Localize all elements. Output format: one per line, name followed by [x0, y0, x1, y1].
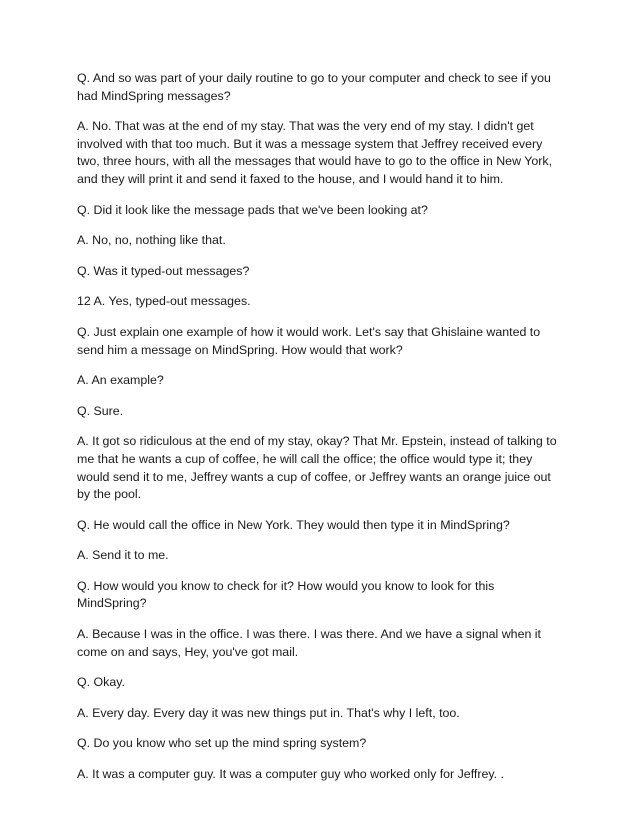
- paragraph-a1: A. No. That was at the end of my stay. That was the very end of my stay. I didn't get involved with that too much. But it was a message system that Jeffrey received every two, three hours, with all the messages that would have to go to the office in New York, and they will print it and send it faxed to the house, and I would hand it to him.: [77, 119, 553, 186]
- paragraph-q2: Q. Did it look like the message pads that we've been looking at?: [77, 202, 428, 217]
- paragraph-a8: A. Every day. Every day it was new things put in. That's why I left, too.: [77, 705, 460, 720]
- paragraph-q3: Q. Was it typed-out messages?: [77, 263, 250, 278]
- paragraph-a7: A. Because I was in the office. I was there. I was there. And we have a signal when it come on and says, Hey, you've got mail.: [77, 627, 541, 659]
- paragraph-q6: Q. He would call the office in New York. They would then type it in MindSpring?: [77, 517, 510, 532]
- paragraph-a4: A. An example?: [77, 373, 164, 388]
- paragraph-a6: A. Send it to me.: [77, 548, 169, 563]
- paragraph-q4: Q. Just explain one example of how it would work. Let's say that Ghislaine wanted to send him a message on MindSpring. How would that work?: [77, 324, 541, 357]
- paragraph-q1: Q. And so was part of your daily routine to go to your computer and check to see if you had MindSpring messages?: [77, 71, 551, 103]
- paragraph-a3: 12 A. Yes, typed-out messages.: [77, 294, 251, 309]
- paragraph-a9: A. It was a computer guy. It was a computer guy who worked only for Jeffrey. .: [77, 767, 504, 782]
- paragraph-q5: Q. Sure.: [77, 403, 124, 418]
- paragraph-a5: A. It got so ridiculous at the end of my stay, okay? That Mr. Epstein, instead of talking to me that he wants a cup of coffee, he will call the office; the office would type it; they would send it to me, Jeffrey wants a cup of coffee, or Jeffrey wants an orange juice out by the pool.: [77, 434, 557, 502]
- transcript-page: [77, 70, 567, 782]
- paragraph-q9: Q. Do you know who set up the mind spring system?: [77, 736, 367, 751]
- paragraph-a2: A. No, no, nothing like that.: [77, 233, 226, 248]
- paragraph-q8: Q. Okay.: [77, 675, 125, 690]
- paragraph-q7: Q. How would you know to check for it? How would you know to look for this MindSpring?: [77, 578, 495, 611]
